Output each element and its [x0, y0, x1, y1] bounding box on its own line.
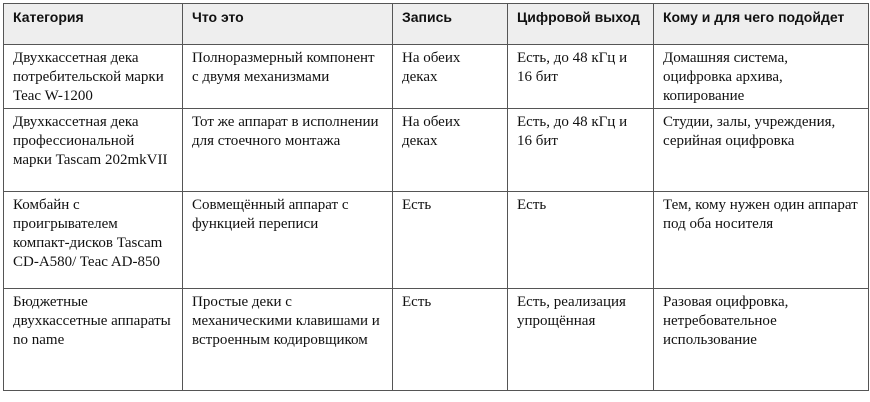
- cell-suitable-for: Разовая оцифровка, нетребовательное использование: [654, 289, 869, 391]
- cell-recording: Есть: [393, 192, 508, 289]
- cell-what-it-is: Простые деки с механическими клавишами и встроенным кодировщиком: [183, 289, 393, 391]
- cell-what-it-is: Тот же аппарат в исполнении для стоечного монтажа: [183, 109, 393, 192]
- table-row: [4, 289, 869, 391]
- cell-digital-output: Есть: [508, 192, 654, 289]
- header-category: Категория: [4, 4, 183, 45]
- header-digital-output: Цифровой выход: [508, 4, 654, 45]
- cell-what-it-is: Полноразмерный компонент с двумя механизмами: [183, 45, 393, 109]
- cell-what-it-is: Совмещённый аппарат с функцией переписи: [183, 192, 393, 289]
- header-suitable-for: Кому и для чего подойдет: [654, 4, 869, 45]
- cell-digital-output: Есть, до 48 кГц и 16 бит: [508, 109, 654, 192]
- cell-suitable-for: Домашняя система, оцифровка архива, копирование: [654, 45, 869, 109]
- table-row: [4, 192, 869, 289]
- cell-suitable-for: Студии, залы, учреждения, серийная оцифровка: [654, 109, 869, 192]
- cell-category: Бюджетные двухкассетные аппараты no name: [4, 289, 183, 391]
- header-row: [4, 4, 869, 45]
- table-row: [4, 109, 869, 192]
- cell-digital-output: Есть, до 48 кГц и 16 бит: [508, 45, 654, 109]
- cell-category: Комбайн с проигрывателем компакт-дисков Tascam CD-A580/ Teac AD-850: [4, 192, 183, 289]
- cell-category: Двухкассетная дека потребительской марки Teac W-1200: [4, 45, 183, 109]
- comparison-table: [3, 3, 869, 391]
- cell-digital-output: Есть, реализация упрощённая: [508, 289, 654, 391]
- cell-recording: На обеих деках: [393, 45, 508, 109]
- header-what-it-is: Что это: [183, 4, 393, 45]
- cell-recording: Есть: [393, 289, 508, 391]
- cell-suitable-for: Тем, кому нужен один аппарат под оба носителя: [654, 192, 869, 289]
- cell-recording: На обеих деках: [393, 109, 508, 192]
- header-recording: Запись: [393, 4, 508, 45]
- table-row: [4, 45, 869, 109]
- cell-category: Двухкассетная дека профессиональной марки Tascam 202mkVII: [4, 109, 183, 192]
